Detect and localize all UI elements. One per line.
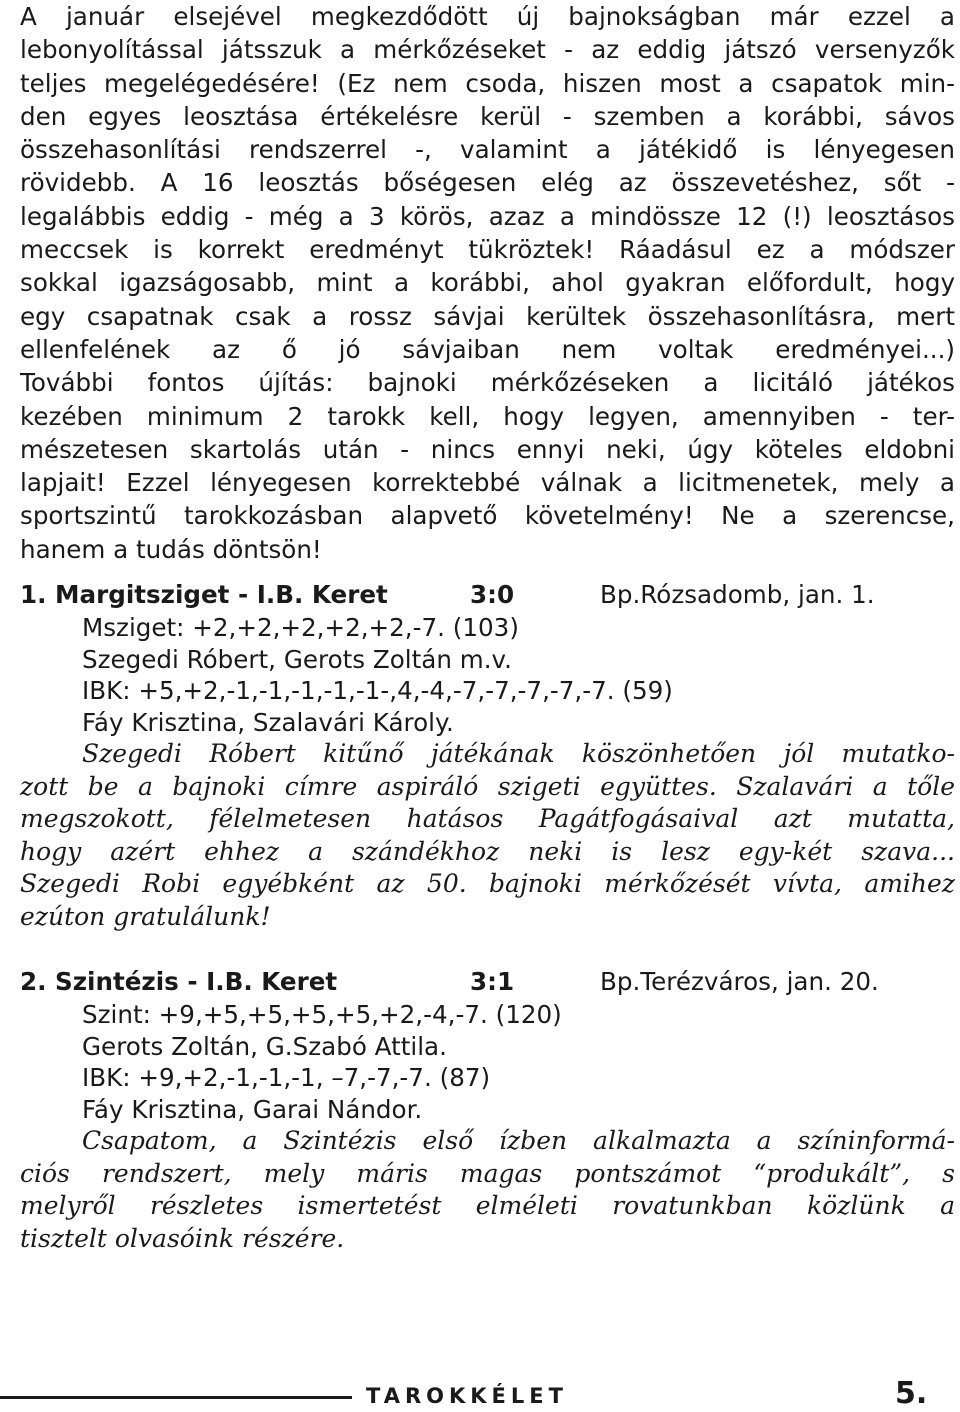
comment-line: melyről részletes ismertetést elméleti rovatunkban közlünk a (20, 1191, 955, 1221)
comment-line: Csapatom, a Szintézis első ízben alkalmazta a színinformá- (82, 1126, 955, 1155)
match-comment (20, 1125, 955, 1255)
comment-line: zott be a bajnoki címre aspiráló szigeti együttes. Szalavári a tőle (20, 771, 955, 801)
home-players: Szegedi Róbert, Gerots Zoltán m.v. (82, 644, 512, 674)
match-score: 3:1 (470, 967, 515, 996)
intro-line: A január elsejével megkezdődött új bajnokságban már ezzel a (20, 2, 955, 31)
intro-line: teljes megelégedésére! (Ez nem csoda, hiszen most a csapatok min- (20, 68, 955, 98)
intro-line: lebonyolítással játsszuk a mérkőzéseket - az eddig játszó versenyzők (20, 35, 955, 65)
away-result: IBK: +5,+2,-1,-1,-1,-1,-1-,4,-4,-7,-7,-7,-7,-7. (59) (82, 676, 673, 705)
intro-line: legalábbis eddig - még a 3 körös, azaz a mindössze 12 (!) leosztásos (20, 201, 955, 231)
home-result: Szint: +9,+5,+5,+5,+5,+2,-4,-7. (120) (82, 1000, 562, 1029)
match-place-date: Bp.Terézváros, jan. 20. (600, 967, 879, 996)
comment-line: ezúton gratulálunk! (20, 901, 271, 931)
match-teams: 1. Margitsziget - I.B. Keret (20, 580, 388, 609)
away-players: Fáy Krisztina, Garai Nándor. (82, 1094, 423, 1124)
away-result: IBK: +9,+2,-1,-1,-1, –7,-7,-7. (87) (82, 1063, 491, 1092)
home-result: Msziget: +2,+2,+2,+2,+2,-7. (103) (82, 613, 519, 642)
match-header (20, 578, 955, 612)
comment-line: hogy azért ehhez a szándékhoz neki is lesz egy-két szava... (20, 836, 955, 866)
match-place-date: Bp.Rózsadomb, jan. 1. (600, 580, 875, 609)
match-teams: 2. Szintézis - I.B. Keret (20, 967, 338, 996)
footer-rule (0, 1396, 352, 1399)
intro-line: sportszintű tarokkozásban alapvető követelmény! Ne a szerencse, (20, 501, 955, 531)
away-players: Fáy Krisztina, Szalavári Károly. (82, 707, 454, 737)
intro-line: mészetesen skartolás után - nincs ennyi neki, úgy köteles eldobni (20, 434, 955, 464)
intro-line: ellenfelének az ő jó sávjaiban nem voltak eredményei...) (20, 334, 955, 364)
match-score: 3:0 (470, 580, 515, 609)
intro-line: hanem a tudás döntsön! (20, 534, 322, 564)
intro-line: meccsek is korrekt eredményt tükröztek! Ráadásul ez a módszer (20, 235, 955, 265)
intro-line: kezében minimum 2 tarokk kell, hogy legyen, amennyiben - ter- (20, 401, 955, 431)
page-footer (0, 1376, 960, 1412)
match-report-2 (20, 965, 955, 1255)
match-report-1 (20, 578, 955, 934)
comment-line: tisztelt olvasóink részére. (20, 1223, 345, 1253)
intro-line: sokkal igazságosabb, mint a korábbi, ahol gyakran előfordult, hogy (20, 268, 955, 298)
comment-line: megszokott, félelmetesen hatásos Pagátfogásaival azt mutatta, (20, 804, 955, 834)
intro-line: egy csapatnak csak a rossz sávjai kerültek összehasonlításra, mert (20, 301, 955, 331)
intro-line: den egyes leosztása értékelésre kerül - szemben a korábbi, sávos (20, 101, 955, 131)
match-header (20, 965, 955, 999)
page-number: 5. (895, 1376, 928, 1411)
intro-line: További fontos újítás: bajnoki mérkőzéseken a licitáló játékos (20, 368, 955, 398)
match-comment (20, 738, 955, 934)
comment-line: Szegedi Róbert kitűnő játékának köszönhetően jól mutatko- (82, 739, 955, 768)
comment-line: ciós rendszert, mely máris magas pontszámot “produkált”, s (20, 1158, 955, 1188)
intro-paragraph (20, 0, 955, 566)
magazine-title: TAROKKÉLET (366, 1384, 568, 1408)
home-players: Gerots Zoltán, G.Szabó Attila. (82, 1031, 447, 1061)
intro-line: összehasonlítási rendszerrel -, valamint a játékidő is lényegesen (20, 135, 955, 165)
intro-line: rövidebb. A 16 leosztás bőségesen elég az összevetéshez, sőt - (20, 168, 955, 198)
comment-line: Szegedi Robi egyébként az 50. bajnoki mérkőzését vívta, amihez (20, 869, 955, 899)
intro-line: lapjait! Ezzel lényegesen korrektebbé válnak a licitmenetek, mely a (20, 468, 955, 498)
